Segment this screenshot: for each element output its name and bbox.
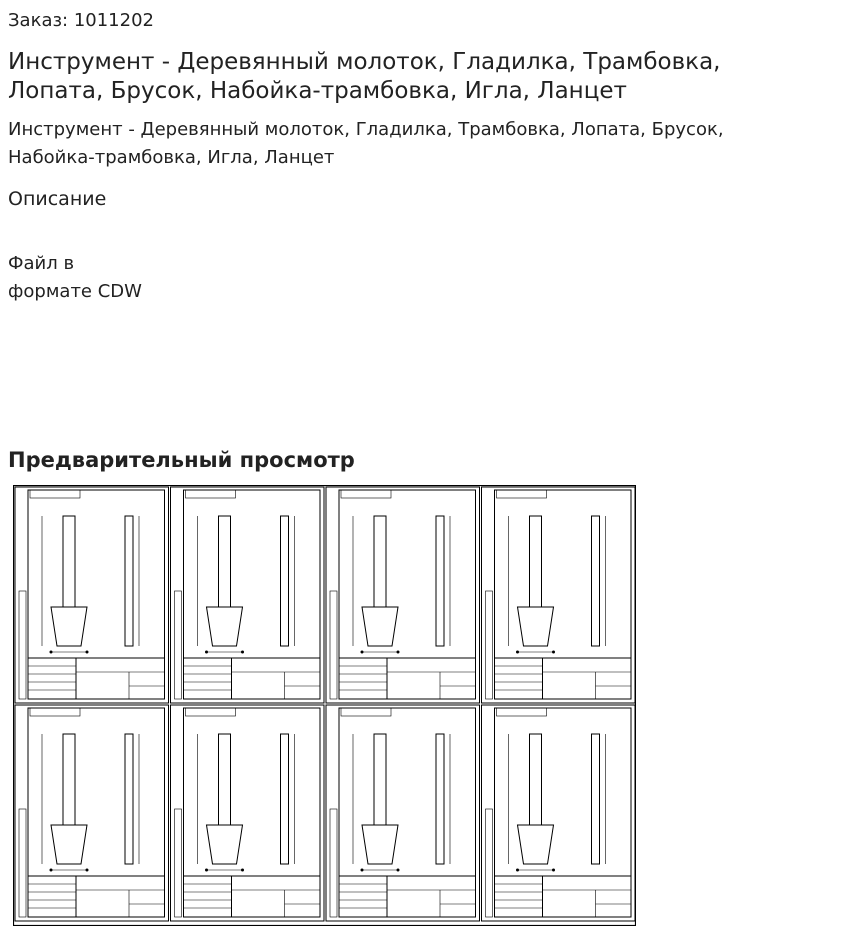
preview-heading: Предварительный просмотр — [8, 448, 355, 472]
description-text: Файл в формате CDW — [8, 253, 142, 302]
order-number: Заказ: 1011202 — [8, 10, 154, 31]
description-heading: Описание — [8, 188, 107, 210]
page-title: Инструмент - Деревянный молоток, Гладилка, Трамбовка, Лопата, Брусок, Набойка-трамбовка, Игла, Ланцет — [8, 49, 721, 104]
page-subtitle: Инструмент - Деревянный молоток, Гладилка, Трамбовка, Лопата, Брусок, Набойка-трамбовка, Игла, Ланцет — [8, 119, 724, 168]
preview-image[interactable] — [13, 485, 636, 926]
